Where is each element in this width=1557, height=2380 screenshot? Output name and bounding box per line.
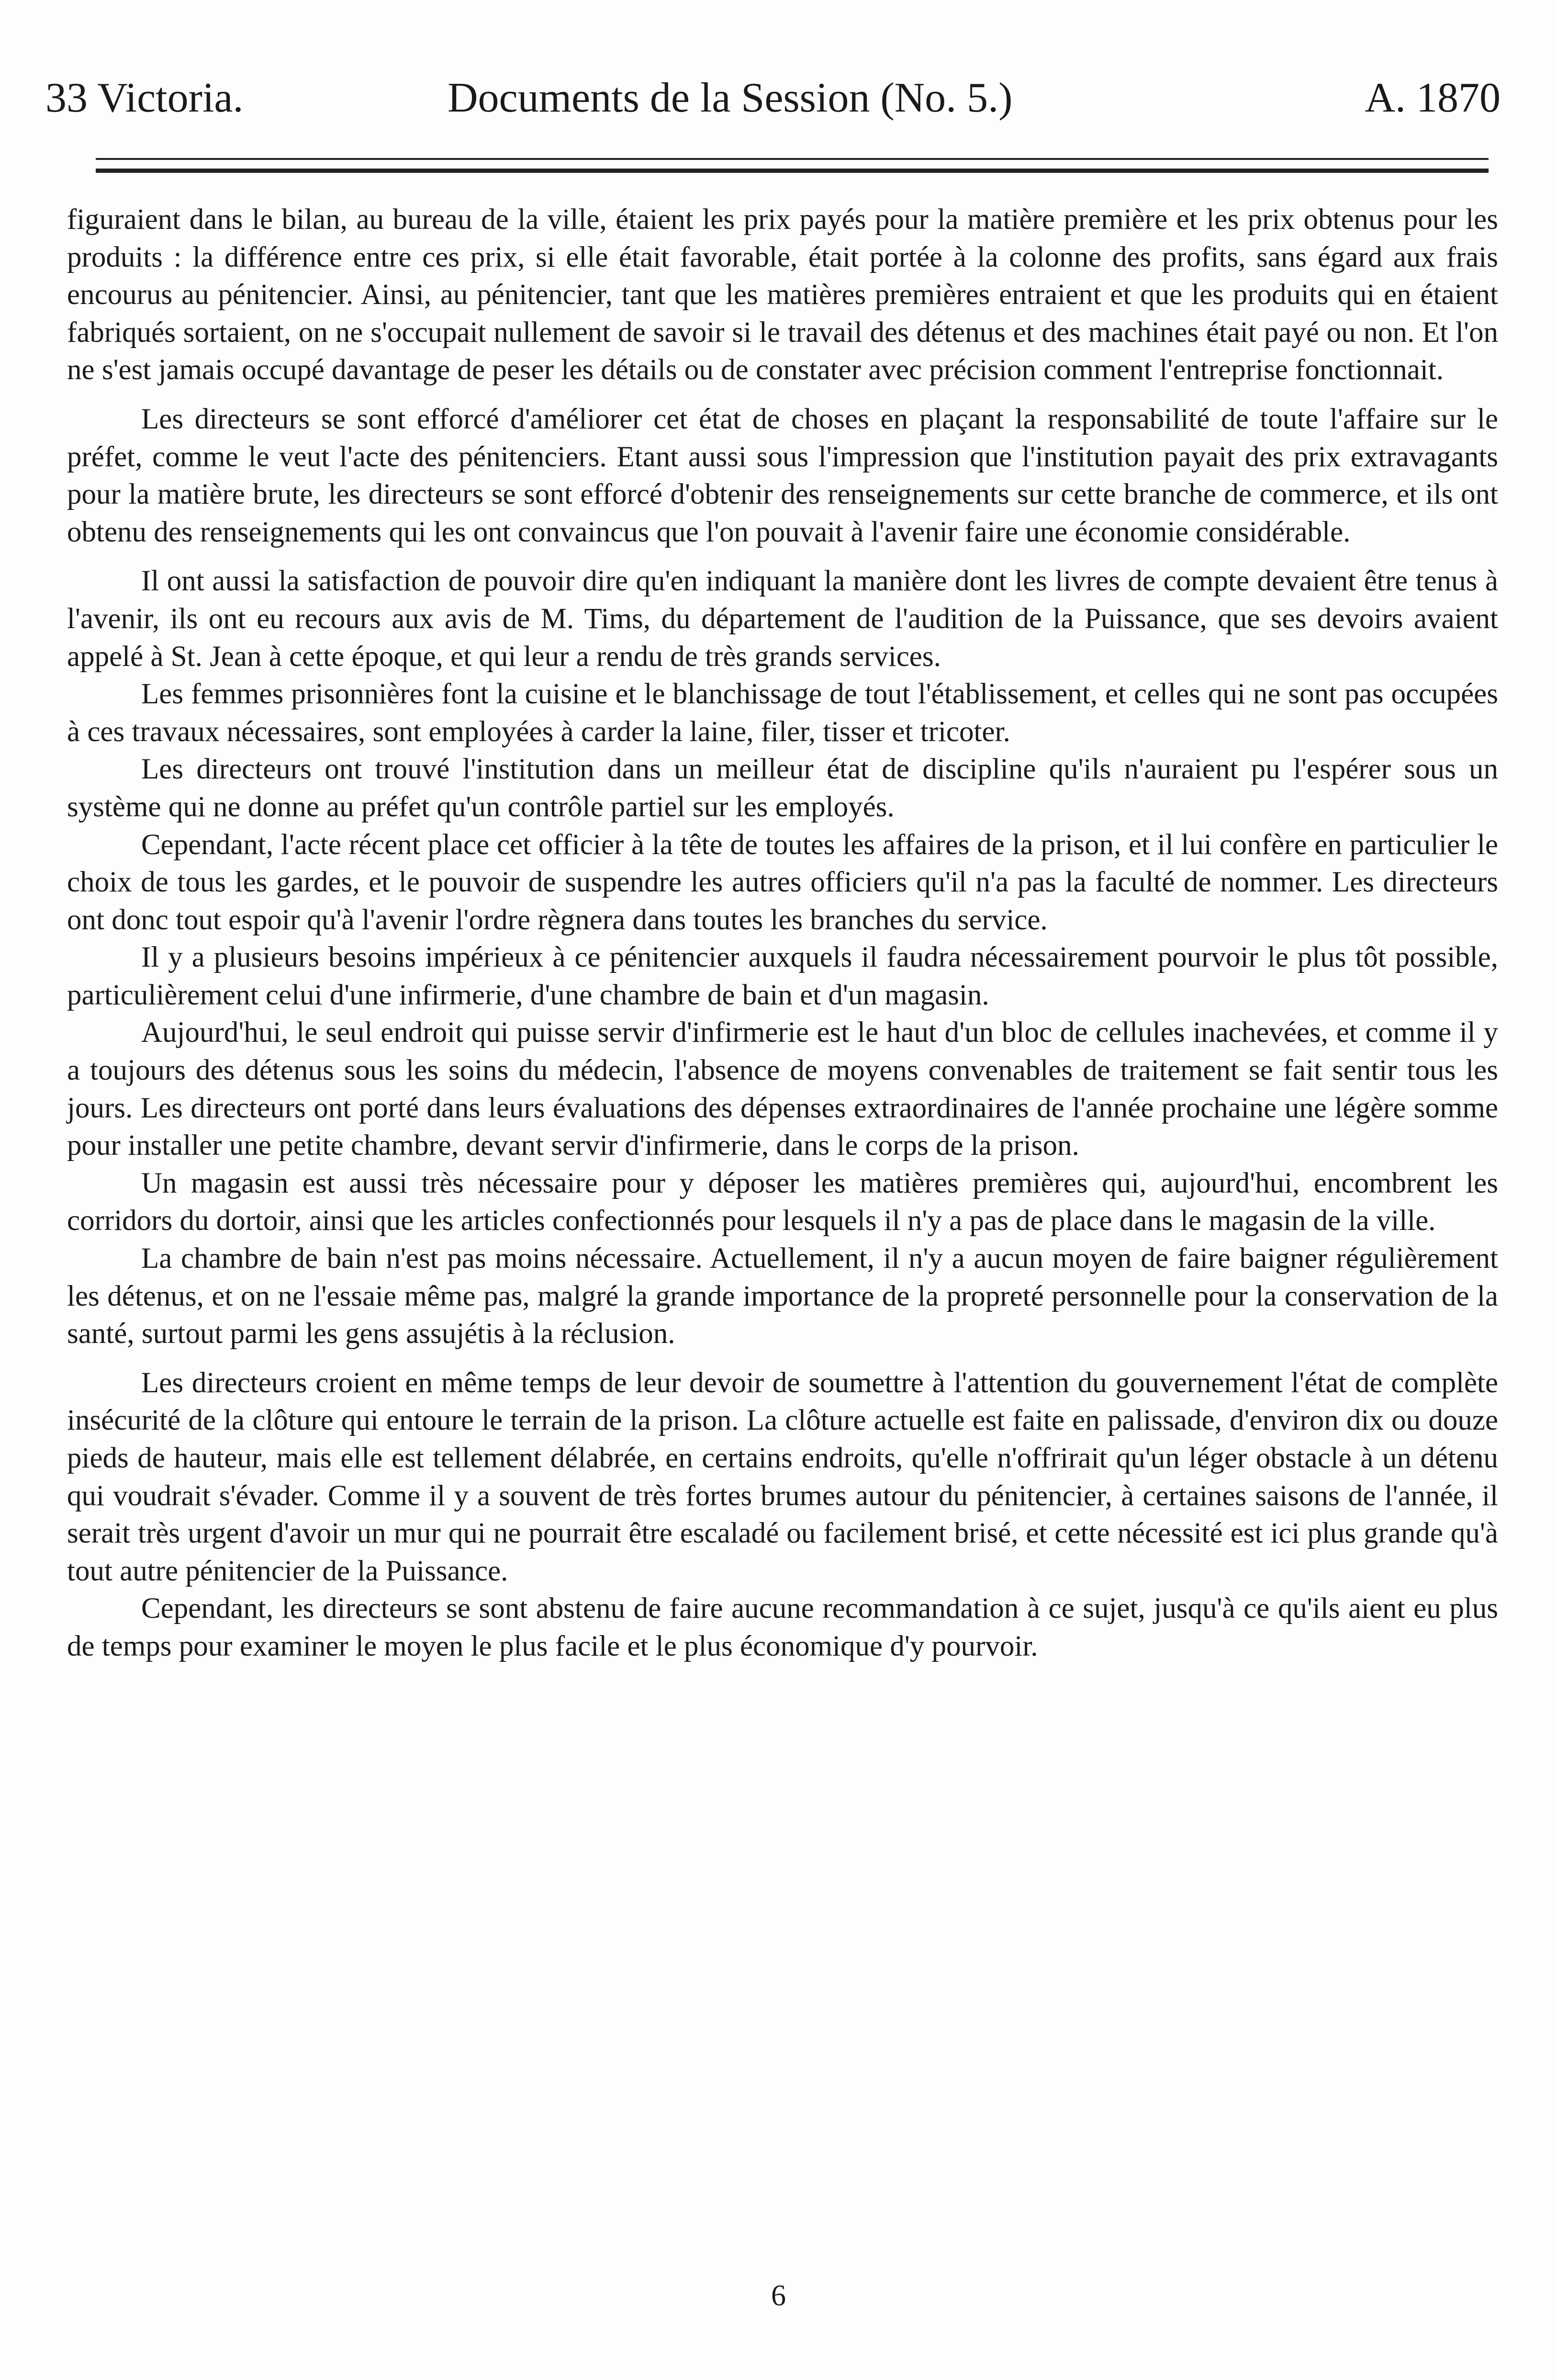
paragraph: Aujourd'hui, le seul endroit qui puisse servir d'infirmerie est le haut d'un bloc de cellules inachevées, et comme il y a toujours des détenus sous les soins du médecin, l'absence de moyens convenables de traitement se fait sentir tous les jours. Les directeurs ont porté dans leurs évaluations des dépenses extraordinaires de l'année prochaine une légère somme pour installer une petite chambre, devant servir d'infirmerie, dans le corps de la prison.	[67, 1016, 1498, 1162]
header-year: A. 1870	[1365, 75, 1501, 121]
paragraph: Un magasin est aussi très nécessaire pour y déposer les matières premières qui, aujourd'hui, encombrent les corridors du dortoir, ainsi que les articles confectionnés pour lesquels il n'y a pas de place dans le magasin de la ville.	[67, 1167, 1498, 1237]
paragraph: Les directeurs se sont efforcé d'améliorer cet état de choses en plaçant la responsabilité de toute l'affaire sur le préfet, comme le veut l'acte des pénitenciers. Etant aussi sous l'impression que l'institution payait des prix extravagants pour la matière brute, les directeurs se sont efforcé d'obtenir des renseignements sur cette branche de commerce, et ils ont obtenu des renseignements qui les ont convaincus que l'on pouvait à l'avenir faire une économie considérable.	[67, 403, 1498, 548]
page-number: 6	[771, 2279, 786, 2312]
paragraph: La chambre de bain n'est pas moins nécessaire. Actuellement, il n'y a aucun moyen de faire baigner régulièrement les détenus, et on ne l'essaie même pas, malgré la grande importance de la propreté personnelle pour la conservation de la santé, surtout parmi les gens assujétis à la réclusion.	[67, 1242, 1498, 1350]
body-text	[67, 201, 1498, 1666]
header-regnal-year: 33 Victoria.	[45, 75, 244, 121]
paragraph: figuraient dans le bilan, au bureau de la ville, étaient les prix payés pour la matière première et les prix obtenus pour les produits : la différence entre ces prix, si elle était favorable, était portée à la colonne des profits, sans égard aux frais encourus au pénitencier. Ainsi, au pénitencier, tant que les matières premières entraient et que les produits qui en étaient fabriqués sortaient, on ne s'occupait nullement de savoir si le travail des détenus et des machines était payé ou non. Et l'on ne s'est jamais occupé davantage de peser les détails ou de constater avec précision comment l'entreprise fonctionnait.	[67, 203, 1498, 386]
header-document-title: Documents de la Session (No. 5.)	[448, 75, 1013, 121]
header-rule-thin	[96, 158, 1489, 160]
paragraph: Il ont aussi la satisfaction de pouvoir dire qu'en indiquant la manière dont les livres de compte devaient être tenus à l'avenir, ils ont eu recours aux avis de M. Tims, du département de l'audition de la Puissance, que ses devoirs avaient appelé à St. Jean à cette époque, et qui leur a rendu de très grands services.	[67, 565, 1498, 673]
paragraph: Il y a plusieurs besoins impérieux à ce pénitencier auxquels il faudra nécessairement pourvoir le plus tôt possible, particulièrement celui d'une infirmerie, d'une chambre de bain et d'un magasin.	[67, 941, 1498, 1011]
paragraph: Cependant, l'acte récent place cet officier à la tête de toutes les affaires de la prison, et il lui confère en particulier le choix de tous les gardes, et le pouvoir de suspendre les autres officiers qu'il n'a pas la faculté de nommer. Les directeurs ont donc tout espoir qu'à l'avenir l'ordre règnera dans toutes les branches du service.	[67, 828, 1498, 936]
running-header	[45, 67, 1501, 129]
paragraph: Les directeurs ont trouvé l'institution dans un meilleur état de discipline qu'ils n'auraient pu l'espérer sous un système qui ne donne au préfet qu'un contrôle partiel sur les employés.	[67, 753, 1498, 823]
header-rule-thick	[96, 169, 1489, 173]
paragraph: Les femmes prisonnières font la cuisine et le blanchissage de tout l'établissement, et celles qui ne sont pas occupées à ces travaux nécessaires, sont employées à carder la laine, filer, tisser et tricoter.	[67, 678, 1498, 748]
paragraph: Cependant, les directeurs se sont abstenu de faire aucune recommandation à ce sujet, jusqu'à ce qu'ils aient eu plus de temps pour examiner le moyen le plus facile et le plus économique d'y pourvoir.	[67, 1592, 1498, 1662]
paragraph: Les directeurs croient en même temps de leur devoir de soumettre à l'attention du gouvernement l'état de complète insécurité de la clôture qui entoure le terrain de la prison. La clôture actuelle est faite en palissade, d'environ dix ou douze pieds de hauteur, mais elle est tellement délabrée, en certains endroits, qu'elle n'offrirait qu'un léger obstacle à un détenu qui voudrait s'évader. Comme il y a souvent de très fortes brumes autour du pénitencier, à certaines saisons de l'année, il serait très urgent d'avoir un mur qui ne pourrait être escaladé ou facilement brisé, et cette nécessité est ici plus grande qu'à tout autre pénitencier de la Puissance.	[67, 1366, 1498, 1587]
